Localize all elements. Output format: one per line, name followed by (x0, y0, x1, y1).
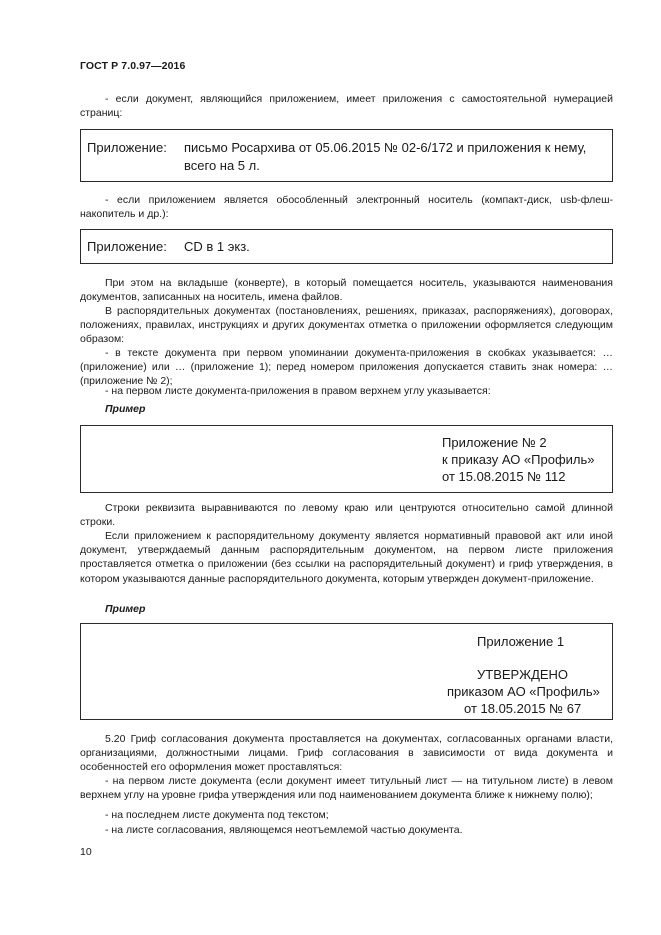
box3-line1: Приложение № 2 (442, 435, 547, 450)
example-label-2: Пример (105, 603, 146, 615)
box4-line4: от 18.05.2015 № 67 (464, 701, 582, 716)
paragraph-10: - на первом листе документа (если документ имеет титульный лист — на титульном листе) в левом верхнем углу на уровне грифа утверждения или под наименованием документа ближе к нижнему полю); (80, 775, 613, 802)
box4-line1: Приложение 1 (477, 634, 565, 649)
box1-line1: письмо Росархива от 05.06.2015 № 02-6/172 и приложения к нему, (184, 140, 587, 155)
example-label-1: Пример (105, 403, 146, 415)
paragraph-8: Если приложением к распорядительному документу является нормативный правовой акт или иной документ, утверждаемый данным распорядительным документом, на первом листе приложения проставляется отметка о приложении (без ссылки на распорядительный документ) и гриф утверждения, в котором указываются данные распорядительного документа, которым утвержден документ-приложение. (80, 530, 613, 585)
example-box-1 (80, 129, 613, 182)
paragraph-5: - в тексте документа при первом упоминании документа-приложения в скобках указывается: … (приложение) или … (приложение 1); перед номером приложения допускается ставить знак номера: … (приложение № 2); (80, 347, 613, 388)
paragraph-9: 5.20 Гриф согласования документа проставляется на документах, согласованных органами власти, организациями, должностными лицами. Гриф согласования в зависимости от вида документа и особенностей его оформления может проставляться: (80, 733, 613, 774)
box3-line3: от 15.08.2015 № 112 (442, 469, 566, 484)
paragraph-11: - на последнем листе документа под текстом; (105, 809, 329, 821)
example-box-2 (80, 229, 613, 264)
example-box-3 (80, 425, 613, 493)
box4-line3: приказом АО «Профиль» (447, 684, 600, 699)
paragraph-7: Строки реквизита выравниваются по левому краю или центруются относительно самой длинной строки. (80, 502, 613, 529)
paragraph-2: - если приложением является обособленный электронный носитель (компакт-диск, usb-флеш-накопитель и др.): (80, 194, 613, 221)
paragraph-12: - на листе согласования, являющемся неотъемлемой частью документа. (105, 824, 463, 836)
box1-label: Приложение: (87, 140, 167, 155)
box2-text: CD в 1 экз. (184, 239, 250, 254)
paragraph-6: - на первом листе документа-приложения в правом верхнем углу указывается: (105, 385, 491, 397)
box2-label: Приложение: (87, 239, 167, 254)
paragraph-3: При этом на вкладыше (конверте), в который помещается носитель, указываются наименования документов, записанных на носитель, имена файлов. (80, 277, 613, 304)
paragraph-1: - если документ, являющийся приложением, имеет приложения с самостоятельной нумерацией страниц: (80, 93, 613, 120)
document-header: ГОСТ Р 7.0.97—2016 (80, 60, 186, 72)
box1-line2: всего на 5 л. (184, 158, 260, 173)
paragraph-4: В распорядительных документах (постановлениях, решениях, приказах, распоряжениях), договорах, положениях, правилах, инструкциях и других документах отметка о приложении оформляется следующим образом: (80, 305, 613, 346)
box3-line2: к приказу АО «Профиль» (442, 452, 595, 467)
page-number: 10 (80, 846, 92, 858)
example-box-4 (80, 623, 613, 720)
box4-line2: УТВЕРЖДЕНО (477, 667, 569, 682)
